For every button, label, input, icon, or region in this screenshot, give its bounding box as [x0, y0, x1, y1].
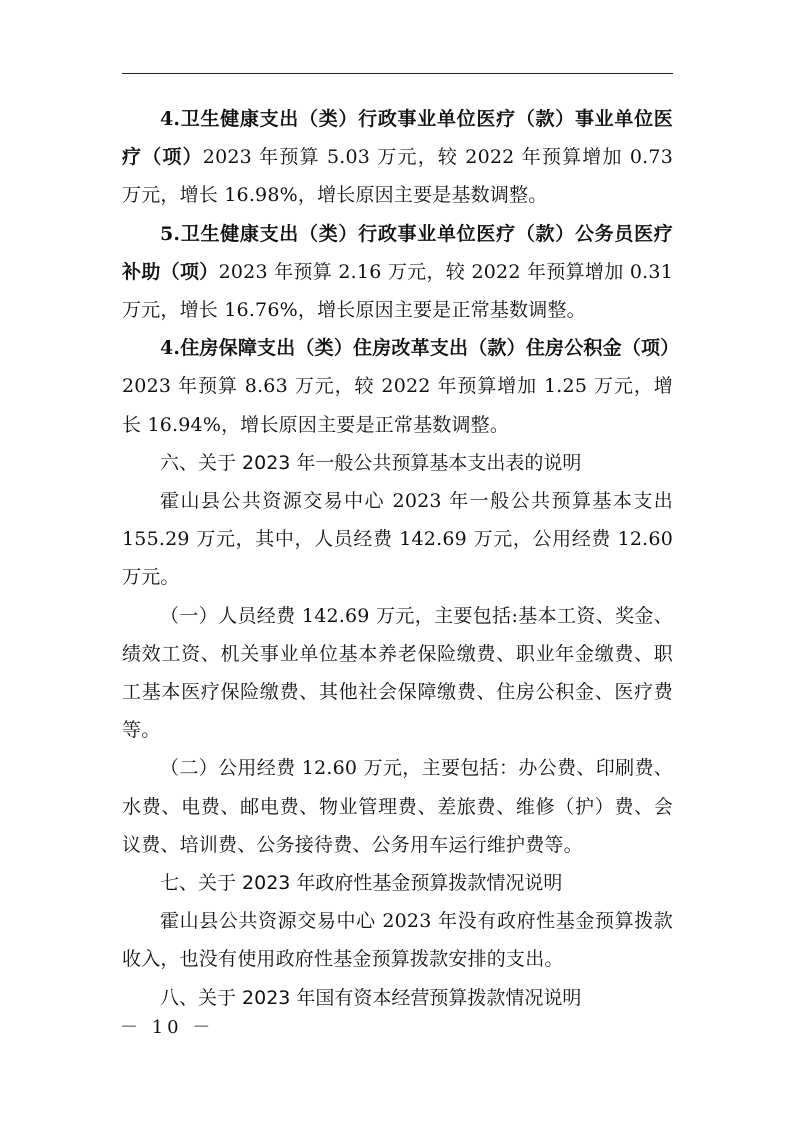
item-text: 2023 年预算 2.16 万元，较 2022 年预算增加 0.31 万元，增长 16.76%，增长原因主要是正常基数调整。: [122, 260, 673, 322]
item-text: 2023 年预算 8.63 万元，较 2022 年预算增加 1.25 万元，增长 16.94%，增长原因主要是正常基数调整。: [122, 375, 673, 436]
paragraph-personnel-expenses: （一）人员经费 142.69 万元，主要包括:基本工资、奖金、绩效工资、机关事业单位基本养老保险缴费、职业年金缴费、职工基本医疗保险缴费、其他社会保障缴费、住房公积金、医疗费等。: [122, 604, 673, 742]
item-title: 5.卫生健康支出（类）行政事业单位医疗（款）公务员医疗补助（项）: [122, 222, 673, 283]
paragraph-housing-fund: [122, 329, 680, 444]
paragraph-government-fund: 霍山县公共资源交易中心 2023 年没有政府性基金预算拨款收入，也没有使用政府性基金预算拨款安排的支出。: [122, 910, 673, 971]
item-title: 4.住房保障支出（类）住房改革支出（款）住房公积金（项）: [160, 337, 680, 360]
page-number: － 10 －: [120, 1017, 215, 1038]
paragraph-basic-expenditure-intro: 霍山县公共资源交易中心 2023 年一般公共预算基本支出 155.29 万元，其中，人员经费 142.69 万元，公用经费 12.60 万元。: [122, 490, 673, 589]
item-title: 4.卫生健康支出（类）行政事业单位医疗（款）事业单位医疗（项）: [122, 108, 673, 169]
section-heading-government-fund: 七、关于 2023 年政府性基金预算拨款情况说明: [160, 872, 563, 895]
section-heading-basic-expenditure: 六、关于 2023 年一般公共预算基本支出表的说明: [160, 451, 582, 474]
paragraph-civil-servant-medical: [122, 215, 673, 330]
header-rule: [122, 73, 673, 74]
paragraph-health-institution-medical: [122, 100, 673, 215]
document-body: [122, 100, 680, 1017]
section-heading-state-capital: 八、关于 2023 年国有资本经营预算拨款情况说明: [160, 986, 582, 1009]
paragraph-public-expenses: （二）公用经费 12.60 万元，主要包括：办公费、印刷费、水费、电费、邮电费、物业管理费、差旅费、维修（护）费、会议费、培训费、公务接待费、公务用车运行维护费等。: [122, 757, 673, 856]
item-text: 2023 年预算 5.03 万元，较 2022 年预算增加 0.73 万元，增长 16.98%，增长原因主要是基数调整。: [122, 146, 673, 207]
